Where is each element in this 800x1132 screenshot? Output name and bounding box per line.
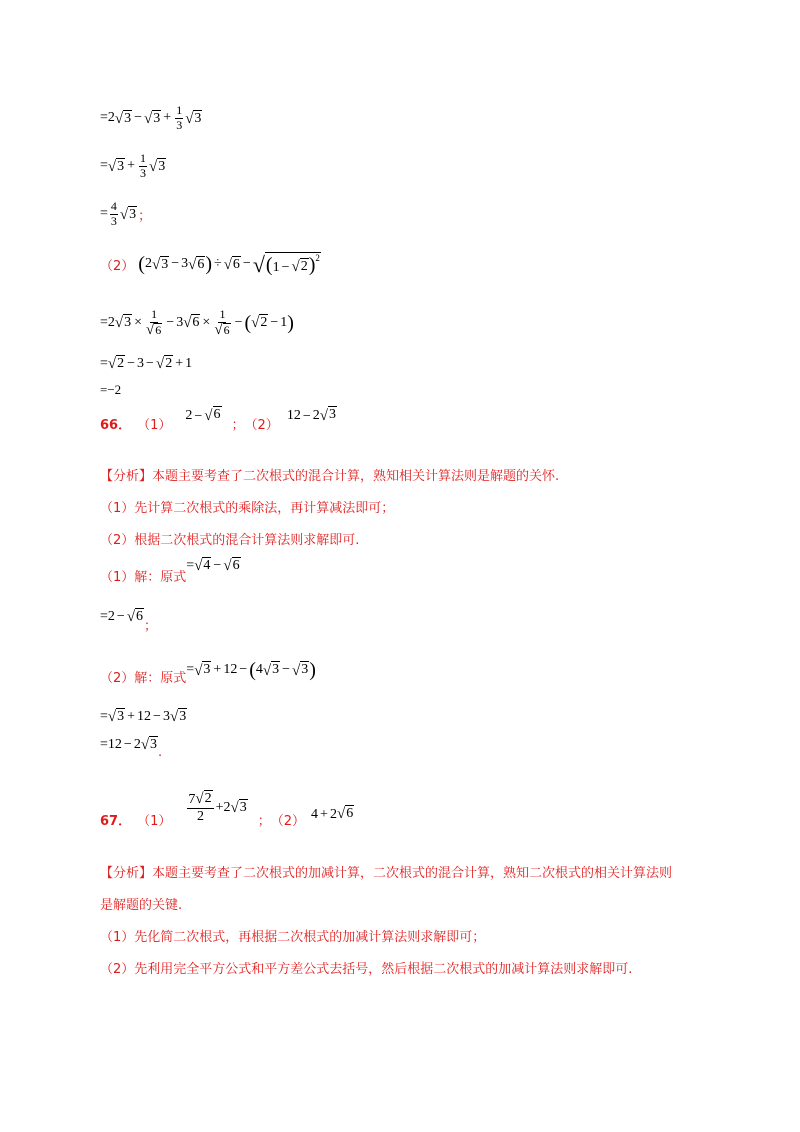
minus-sign: − — [302, 408, 311, 424]
right-paren: ) — [309, 659, 316, 681]
sqrt: √ 3 — [107, 709, 125, 726]
sqrt: √ 6 — [183, 315, 200, 332]
q67-analysis-line-1: 【分析】本题主要考查了二次根式的加减计算，二次根式的混合计算，熟知二次根式的相关计算法则 — [100, 866, 673, 881]
minus-sign: − — [194, 408, 203, 424]
sqrt: √ 3 — [107, 158, 125, 175]
minus-sign: − — [127, 355, 136, 371]
solution-label: （2）解：原式 — [100, 670, 187, 686]
part-label: （2） — [244, 418, 279, 433]
sqrt: √ 6 — [188, 256, 205, 273]
sqrt: √ 6 — [223, 557, 240, 575]
fraction — [214, 308, 230, 338]
fraction — [187, 790, 213, 825]
q66-step-2: （2）根据二次根式的混合计算法则求解即可. — [100, 533, 360, 548]
number: 12 — [223, 662, 238, 677]
sqrt: √ 3 — [185, 110, 202, 127]
coefficient: 2 — [107, 314, 115, 330]
part-label: （1） — [137, 814, 172, 830]
sqrt: √ (1 − √ 2 )$^2$ — [252, 252, 320, 278]
plus-sign: + — [215, 799, 224, 815]
separator: ； — [231, 418, 245, 433]
separator: ； — [257, 814, 271, 830]
sqrt: √ 3 — [319, 407, 336, 424]
divide-sign: ÷ — [214, 256, 222, 272]
coefficient: 2 — [329, 806, 337, 822]
coefficient: 2 — [107, 110, 115, 126]
fraction — [175, 104, 183, 133]
answer-2 — [311, 805, 354, 823]
radicand: 3 — [203, 662, 211, 678]
part-label: （2） — [100, 258, 135, 274]
numerator: 1 — [140, 151, 147, 165]
result: =−2 — [100, 382, 122, 397]
number: 2 — [107, 608, 115, 624]
radicand: 3 — [153, 110, 161, 126]
radicand: 2 — [117, 356, 125, 371]
times-sign: × — [134, 314, 143, 330]
coefficient: 2 — [223, 799, 231, 815]
radicand: 6 — [223, 323, 230, 337]
work-line-part2 — [100, 252, 321, 276]
left-paren: ( — [138, 253, 145, 276]
radicand: 3 — [124, 110, 132, 126]
coefficient: 2 — [144, 256, 152, 272]
sqrt: √ 6 — [336, 805, 354, 822]
number: 12 — [286, 408, 301, 424]
sqrt: √ 3 — [144, 110, 161, 127]
radicand: 3 — [194, 110, 202, 126]
work-line-2 — [100, 152, 166, 181]
sqrt: √ 6 — [204, 407, 221, 424]
denominator: 3 — [176, 117, 183, 132]
radicand: 6 — [197, 256, 205, 272]
sqrt: √ 3 — [194, 662, 211, 679]
plus-sign: + — [163, 110, 172, 126]
work-line-1 — [100, 104, 202, 133]
sqrt: √ 3 — [230, 800, 247, 817]
number: 1 — [185, 355, 193, 371]
radicand: 6 — [232, 256, 240, 272]
q67-step-1: （1）先化简二次根式，再根据二次根式的加减计算法则求解即可； — [100, 930, 486, 945]
inner-one: 1 — [272, 260, 280, 275]
sqrt: √ 3 — [119, 206, 137, 223]
coefficient: 2 — [312, 408, 320, 424]
number: 12 — [107, 736, 122, 752]
q66-answer-line — [100, 407, 337, 433]
right-paren: ) — [287, 311, 294, 334]
q66-analysis: 【分析】本题主要考查了二次根式的混合计算，熟知相关计算法则是解题的关怀. — [100, 469, 560, 484]
coefficient: 7 — [188, 792, 196, 808]
sqrt: √ 3 — [262, 662, 280, 679]
radicand: 3 — [150, 737, 158, 752]
sqrt: √ 3 — [140, 737, 158, 754]
sqrt: √ 2 — [195, 791, 212, 808]
equals-sign: = — [100, 355, 108, 371]
minus-sign: − — [239, 662, 248, 677]
sqrt: √ 3 — [169, 709, 187, 726]
equals-sign: = — [100, 314, 108, 330]
radicand: 3 — [239, 800, 247, 816]
solution-label: （1）解：原式 — [100, 570, 187, 585]
plus-sign: + — [127, 708, 136, 724]
q67-step-2: （2）先利用完全平方公式和平方差公式去括号，然后根据二次根式的加减计算法则求解即可. — [100, 962, 633, 977]
minus-sign: − — [134, 110, 143, 126]
number: 12 — [137, 708, 152, 724]
radicand: 6 — [155, 323, 162, 337]
minus-sign: − — [116, 608, 125, 624]
radicand: 2 — [165, 356, 173, 371]
radicand: 6 — [136, 608, 144, 624]
radicand: 3 — [161, 256, 169, 272]
work-line-6 — [100, 355, 192, 372]
plus-sign: + — [213, 662, 222, 677]
equals-sign: = — [186, 662, 195, 677]
plus-sign: + — [127, 158, 136, 174]
radicand: 3 — [328, 407, 336, 423]
minus-sign: − — [171, 256, 180, 272]
sqrt: √ 6 — [214, 321, 230, 338]
q66-solution-1 — [100, 556, 241, 585]
radicand: 6 — [346, 805, 354, 821]
plus-sign: + — [320, 806, 328, 822]
radicand: 3 — [117, 158, 125, 174]
sqrt: √ 2 — [251, 315, 268, 332]
number: 1 — [280, 314, 288, 330]
q66-solution-2 — [100, 659, 316, 686]
radicand: 3 — [117, 709, 125, 724]
part-label: （1） — [137, 418, 172, 433]
work-line-3 — [100, 200, 151, 229]
q66-step-1: （1）先计算二次根式的乘除法，再计算减法即可； — [100, 501, 395, 516]
equals-sign: = — [100, 158, 108, 174]
answer-1 — [185, 790, 247, 825]
fraction — [139, 152, 147, 181]
numerator: 1 — [176, 103, 183, 117]
sqrt: √ 2 — [155, 356, 173, 373]
times-sign: × — [202, 314, 211, 330]
radicand: 3 — [272, 662, 280, 678]
work-line-7 — [100, 382, 121, 398]
exponent: 2 — [315, 253, 320, 263]
radicand: 3 — [301, 662, 309, 678]
part-label: （2） — [270, 814, 306, 830]
radicand: 2 — [204, 791, 212, 806]
q67-analysis-line-2: 是解题的关键. — [100, 898, 183, 913]
right-paren: ) — [205, 253, 212, 276]
q67-answer-line — [100, 790, 354, 830]
minus-sign: − — [242, 256, 251, 272]
answer-2 — [287, 406, 337, 424]
sqrt: √ 3 — [149, 158, 166, 175]
q66-solution-2c — [100, 736, 163, 761]
denominator: 3 — [110, 213, 117, 228]
equals-sign: = — [100, 608, 108, 624]
sqrt: √ 3 — [114, 110, 132, 127]
q66-solution-2b — [100, 708, 187, 725]
radicand: 2 — [300, 258, 308, 274]
radicand: 6 — [213, 407, 221, 423]
radicand: 4 — [203, 557, 211, 573]
number: 3 — [137, 355, 145, 371]
sqrt: √ 6 — [146, 321, 162, 338]
number: 2 — [185, 408, 193, 424]
work-line-5 — [100, 308, 294, 338]
radicand: 6 — [192, 315, 200, 331]
radicand: 3 — [179, 709, 187, 724]
semicolon: ； — [144, 619, 158, 634]
semicolon: ； — [138, 208, 152, 224]
minus-sign: − — [234, 314, 243, 330]
numerator: 1 — [151, 307, 158, 321]
equals-sign: = — [100, 206, 108, 222]
minus-sign: − — [281, 260, 290, 275]
period: . — [158, 745, 163, 761]
plus-sign: + — [175, 355, 184, 371]
sqrt: √ 2 — [107, 356, 125, 373]
answer-1 — [185, 406, 221, 424]
minus-sign: − — [146, 355, 154, 371]
minus-sign: − — [123, 736, 132, 752]
fraction — [110, 200, 118, 229]
sqrt: √ 2 — [291, 258, 308, 275]
minus-sign: − — [270, 314, 279, 330]
coefficient: 3 — [176, 314, 184, 330]
sqrt: √ 3 — [151, 256, 169, 273]
equals-sign: = — [100, 736, 108, 752]
fraction — [146, 308, 162, 338]
radicand: 3 — [129, 206, 137, 222]
sqrt: √ 3 — [292, 662, 309, 679]
denominator: 2 — [196, 809, 204, 825]
denominator: 3 — [140, 165, 147, 180]
number: 4 — [311, 806, 319, 822]
minus-sign: − — [282, 662, 291, 677]
equals-sign: = — [186, 557, 195, 573]
sqrt: √ 6 — [223, 256, 240, 273]
sqrt: √ 3 — [114, 315, 132, 332]
radicand: 2 — [260, 315, 268, 331]
numerator: 4 — [110, 199, 117, 213]
minus-sign: − — [213, 557, 222, 573]
minus-sign: − — [166, 314, 175, 330]
left-paren: ( — [249, 659, 256, 681]
coefficient: 3 — [162, 708, 170, 724]
radicand: 6 — [232, 557, 240, 573]
coefficient: 3 — [181, 256, 189, 272]
left-paren: ( — [244, 311, 252, 334]
sqrt: √ 4 — [194, 557, 211, 575]
equals-sign: = — [100, 708, 108, 724]
numerator: 1 — [219, 307, 226, 321]
minus-sign: − — [153, 708, 161, 724]
radicand: 3 — [124, 315, 132, 331]
equals-sign: = — [100, 110, 108, 126]
coefficient: 2 — [133, 736, 141, 752]
question-number: 67． — [100, 814, 132, 830]
coefficient: 4 — [255, 662, 263, 677]
question-number: 66． — [100, 418, 132, 433]
radicand: 3 — [158, 158, 166, 174]
sqrt: √ 6 — [126, 608, 144, 626]
q66-solution-1b — [100, 607, 158, 634]
